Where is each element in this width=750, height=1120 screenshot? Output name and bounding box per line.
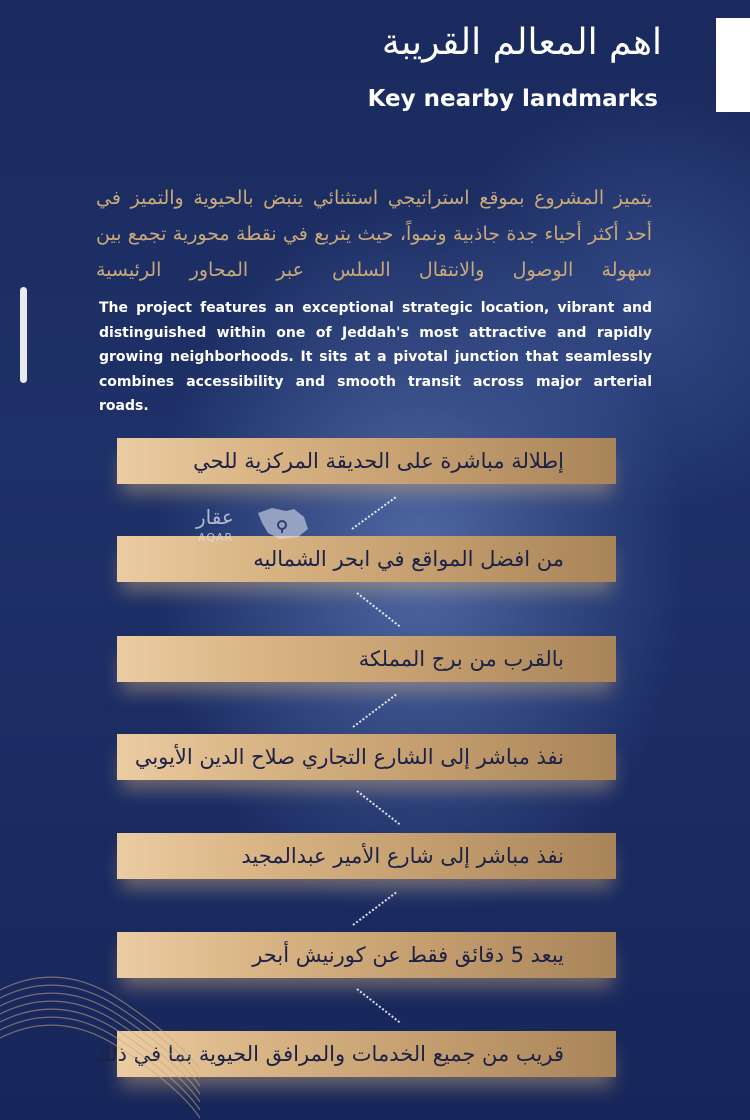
landmark-item: [117, 636, 616, 682]
landmark-item: [117, 536, 616, 582]
dotted-connector: [356, 790, 400, 825]
landmark-item: [117, 438, 616, 484]
landmark-label: من افضل المواقع في ابحر الشماليه: [253, 547, 564, 571]
landmark-item: [117, 734, 616, 780]
saudi-map-icon: [254, 505, 310, 541]
dotted-connector: [351, 496, 396, 529]
wave-lines-decoration: [0, 960, 200, 1120]
aqar-watermark: [196, 505, 316, 545]
landmark-label: بالقرب من برج المملكة: [358, 647, 564, 671]
intro-text-en: The project features an exceptional strategic location, vibrant and distinguished within one of Jeddah's most attractive and rapidly growing neighborhoods. It sits at a pivotal junction that seamlessly combines accessibility and smooth transit across major arterial roads.: [99, 300, 652, 414]
dotted-connector: [352, 694, 396, 728]
landmark-label: إطلالة مباشرة على الحديقة المركزية للحي: [193, 449, 564, 473]
watermark-text-en: AQAR: [198, 531, 234, 544]
dotted-connector: [356, 988, 400, 1023]
dotted-connector: [352, 892, 396, 926]
page-title-en: Key nearby landmarks: [367, 86, 658, 112]
dotted-connector: [356, 592, 400, 627]
landmark-label: نفذ مباشر إلى الشارع التجاري صلاح الدين الأيوبي: [134, 745, 564, 769]
landmark-label: نفذ مباشر إلى شارع الأمير عبدالمجيد: [241, 844, 564, 868]
page-title-ar: اهم المعالم القريبة: [381, 22, 662, 63]
scroll-handle[interactable]: [20, 287, 27, 383]
watermark-text-ar: عقار: [196, 505, 234, 529]
landmark-item: [117, 833, 616, 879]
landmark-label: يبعد 5 دقائق فقط عن كورنيش أبحر: [252, 943, 564, 967]
white-edge-tab: [716, 18, 750, 112]
landmark-label: قريب من جميع الخدمات والمرافق الحيوية بما في ذلك: [93, 1042, 564, 1066]
intro-text-ar: يتميز المشروع بموقع استراتيجي استثنائي ينبض بالحيوية والتميز في أحد أكثر أحياء جدة جاذبية ونمواً، حيث يتربع في نقطة محورية تجمع بين سهولة الوصول والانتقال السلس عبر المحاور الرئيسية: [96, 187, 652, 281]
